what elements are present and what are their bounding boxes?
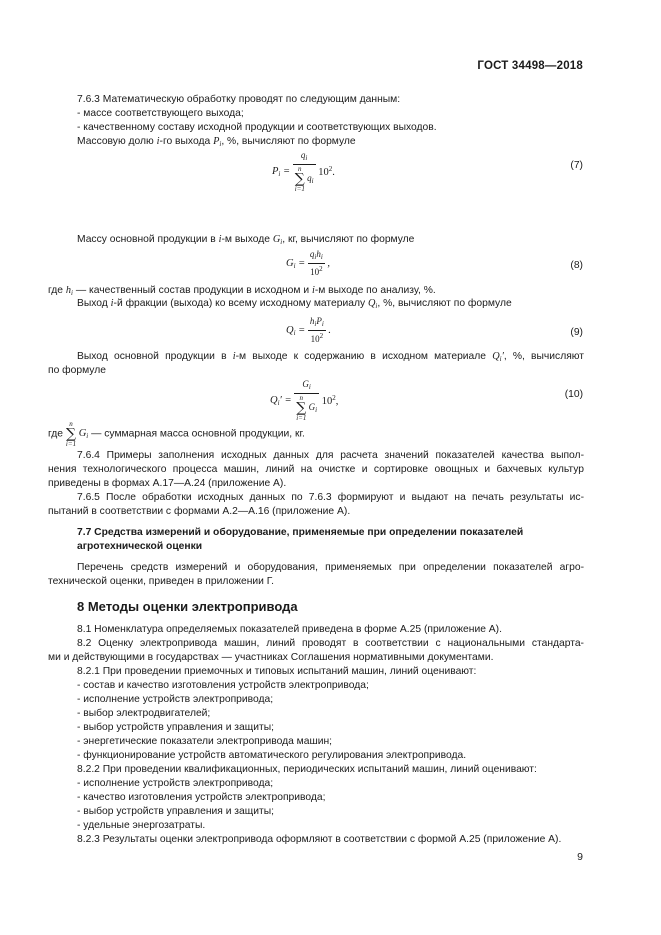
equation-number: (7) [570,160,583,171]
paragraph-line: Массу основной продукции в i-м выходе $G_i$, кг, вычисляют по формуле [77,234,415,246]
formula-7: $P_i$ = $q_i$ n ∑ i=1 $q_i$ $10^2$. [272,150,335,193]
paragraph-line: нения технологического процесса машин, линий на очистке и сортировке овощных и бахчевых культур [48,464,584,475]
equation-number: (10) [564,389,583,400]
paragraph-line: 7.6.3 Математическую обработку проводят по следующим данным: [77,94,401,105]
equation-number: (8) [570,260,583,271]
paragraph-line: где n ∑ i=1 $G_i$ — суммарная масса основной продукции, кг. [48,420,305,448]
list-item: - исполнение устройств электропривода; [77,778,274,789]
section-heading: 7.7 Средства измерений и оборудование, применяемые при определении показателей [77,527,524,538]
paragraph-line: Перечень средств измерений и оборудования, применяемых при определении показателей агро- [77,562,584,573]
paragraph-line: 8.1 Номенклатура определяемых показателей приведена в форме А.25 (приложение А). [77,624,502,635]
paragraph-line: ми и действующими в государствах — участниках Соглашения нормативными документами. [48,652,494,663]
list-item: - выбор устройств управления и защиты; [77,722,274,733]
list-item: - энергетические показатели электропривода машин; [77,736,333,747]
paragraph-line: Выход основной продукции в i-м выходе к содержанию в исходном материале $Q_i'$, %, вычисляют [77,351,584,363]
page-number: 9 [577,851,583,863]
paragraph-line: 8.2.2 При проведении квалификационных, периодических испытаний машин, линий оценивают: [77,764,537,775]
paragraph-line: где $h_i$ — качественный состав продукции в исходном и i-м выходе по анализу, %. [48,285,436,297]
document-header: ГОСТ 34498—2018 [477,60,583,72]
list-item: - качество изготовления устройств электропривода; [77,792,326,803]
list-item: - функционирование устройств автоматического регулирования электропривода. [77,750,467,761]
formula-9: $Q_i$ = $\frac{h_iP_i}{10^2}$ . [286,316,332,344]
equation-number: (9) [570,327,583,338]
list-item: - состав и качество изготовления устройств электропривода; [77,680,369,691]
paragraph-line: приведены в формах А.17—А.24 (приложение А). [48,478,287,489]
paragraph-line: 7.6.4 Примеры заполнения исходных данных для расчета значений показателей качества выпол- [77,450,584,461]
paragraph-line: Массовую долю i-го выхода $P_i$, %, вычисляют по формуле [77,136,356,148]
paragraph-line: 8.2 Оценку электропривода машин, линий проводят в соответствии с национальными стандарта- [77,638,584,649]
paragraph-line: технической оценки, приведен в приложении Г. [48,576,274,587]
paragraph-line: 8.2.3 Результаты оценки электропривода оформляют в соответствии с формой А.25 (приложение А). [77,834,562,845]
paragraph-line: пытаний в соответствии с формами А.2—А.16 (приложение А). [48,506,351,517]
list-item: - качественному составу исходной продукции и соответствующих выходов. [77,122,437,133]
paragraph-line: Выход i-й фракции (выхода) ко всему исходному материалу $Q_i$, %, вычисляют по формуле [77,298,512,310]
list-item: - выбор устройств управления и защиты; [77,806,274,817]
paragraph-line: по формуле [48,365,106,376]
list-item: - массе соответствующего выхода; [77,108,244,119]
section-heading: агротехнической оценки [77,541,203,552]
formula-10: $Q_i'$ = $G_i$ n ∑ i=1 $G_i$ $10^2$, [270,379,339,422]
list-item: - выбор электродвигателей; [77,708,211,719]
list-item: - удельные энергозатраты. [77,820,206,831]
list-item: - исполнение устройств электропривода; [77,694,274,705]
section-8-heading: 8 Методы оценки электропривода [77,599,298,614]
paragraph-line: 8.2.1 При проведении приемочных и типовых испытаний машин, линий оценивают: [77,666,477,677]
paragraph-line: 7.6.5 После обработки исходных данных по 7.6.3 формируют и выдают на печать результаты ис- [77,492,584,503]
formula-8: $G_i$ = $\frac{q_ih_i}{10^2}$ , [286,249,331,277]
